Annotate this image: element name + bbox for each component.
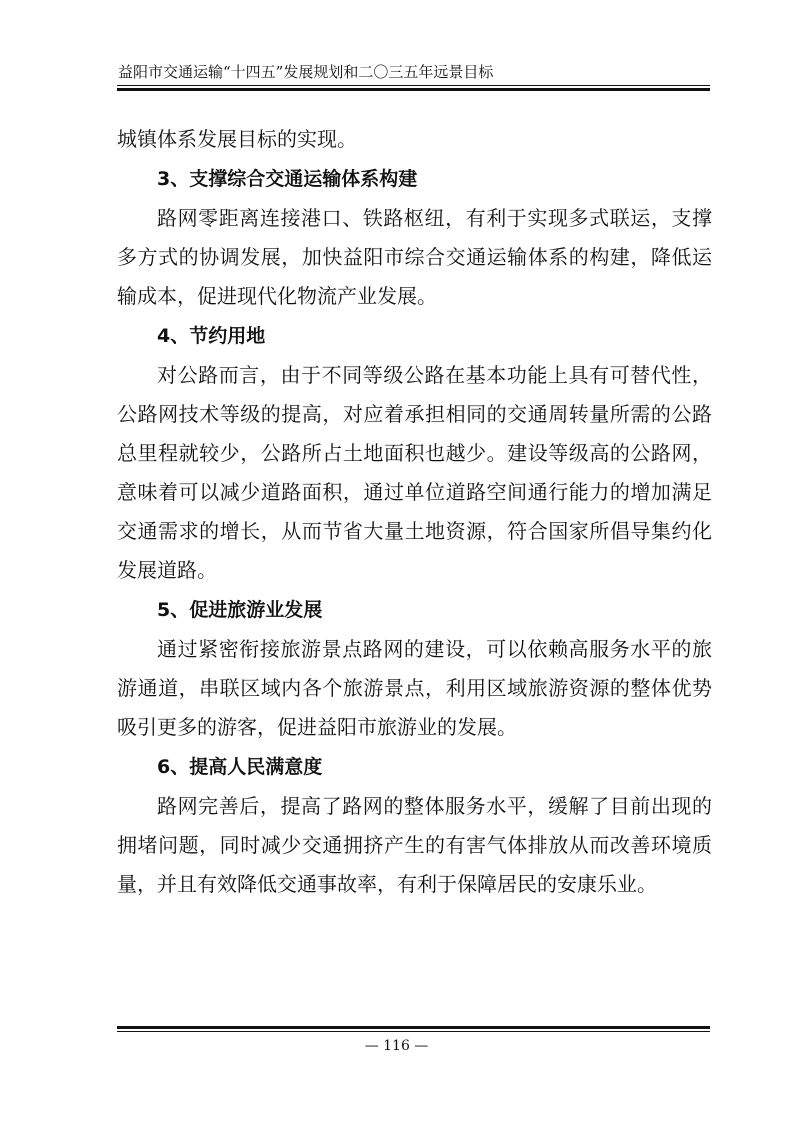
section-heading-4: 4、节约用地 bbox=[157, 325, 266, 347]
header-rule-thin bbox=[117, 85, 710, 86]
paragraph-section-4: 对公路而言，由于不同等级公路在基本功能上具有可替代性，公路网技术等级的提高，对应着承担相同的交通周转量所需的公路总里程就较少，公路所占土地面积也越少。建设等级高的公路网，意味着可以减少道路面积，通过单位道路空间通行能力的增加满足交通需求的增长，从而节省大量土地资源，符合国家所倡导集约化发展道路。 bbox=[117, 363, 712, 582]
section-heading-3: 3、支撑综合交通运输体系构建 bbox=[157, 168, 418, 190]
paragraph-section-3: 路网零距离连接港口、铁路枢纽，有利于实现多式联运，支撑多方式的协调发展，加快益阳市综合交通运输体系的构建，降低运输成本，促进现代化物流产业发展。 bbox=[117, 206, 712, 308]
footer-rule-thick bbox=[117, 1026, 710, 1029]
page-number: — 116 — bbox=[364, 1038, 429, 1054]
header-rule-thick bbox=[117, 88, 710, 91]
header-title: 益阳市交通运输“十四五”发展规划和二〇三五年远景目标 bbox=[118, 63, 494, 81]
footer-rule-thin bbox=[117, 1031, 710, 1032]
section-heading-6: 6、提高人民满意度 bbox=[157, 756, 323, 778]
section-heading-5: 5、促进旅游业发展 bbox=[157, 599, 323, 621]
paragraph-section-5: 通过紧密衔接旅游景点路网的建设，可以依赖高服务水平的旅游通道，串联区域内各个旅游景点，利用区域旅游资源的整体优势吸引更多的游客，促进益阳市旅游业的发展。 bbox=[117, 637, 712, 739]
paragraph-continuation: 城镇体系发展目标的实现。 bbox=[117, 127, 357, 151]
paragraph-section-6: 路网完善后，提高了路网的整体服务水平，缓解了目前出现的拥堵问题，同时减少交通拥挤产生的有害气体排放从而改善环境质量，并且有效降低交通事故率，有利于保障居民的安康乐业。 bbox=[117, 794, 712, 896]
document-body bbox=[117, 120, 712, 904]
